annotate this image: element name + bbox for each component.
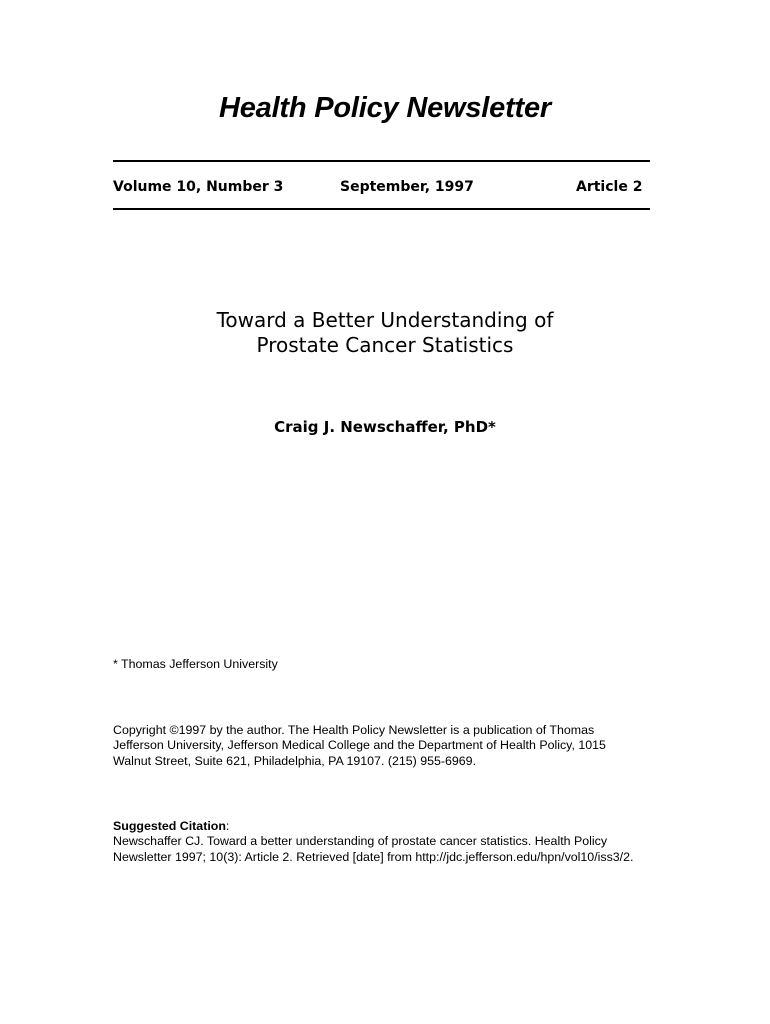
affiliation-footnote: * Thomas Jefferson University (113, 657, 278, 671)
copyright-line-2: Jefferson University, Jefferson Medical College and the Department of Health Policy, 1015 (113, 738, 606, 753)
citation-heading-colon: : (225, 819, 230, 833)
article-title-line-1: Toward a Better Understanding of (216, 308, 554, 332)
copyright-line-1: Copyright ©1997 by the author. The Health Policy Newsletter is a publication of Thomas (113, 723, 595, 737)
author-name: Craig J. Newschaffer, PhD* (274, 418, 496, 436)
citation-heading-line (113, 819, 633, 834)
citation-line-1: Newschaffer CJ. Toward a better understanding of prostate cancer statistics. Health Policy (113, 834, 608, 849)
citation-heading: Suggested Citation (113, 819, 226, 833)
top-rule (113, 160, 650, 162)
copyright-notice (113, 723, 606, 769)
bottom-rule (113, 208, 650, 210)
article-title (0, 308, 770, 358)
issue-article-number: Article 2 (576, 179, 643, 195)
newsletter-title: Health Policy Newsletter (218, 92, 552, 124)
issue-date: September, 1997 (340, 179, 474, 195)
issue-volume: Volume 10, Number 3 (113, 179, 284, 195)
copyright-line-3: Walnut Street, Suite 621, Philadelphia, PA 19107. (215) 955-6969. (113, 753, 477, 768)
article-title-line-2: Prostate Cancer Statistics (256, 333, 514, 357)
suggested-citation (113, 819, 633, 865)
citation-line-2: Newsletter 1997; 10(3): Article 2. Retrieved [date] from http://jdc.jefferson.edu/hpn/vol10/iss3/2. (113, 849, 634, 864)
